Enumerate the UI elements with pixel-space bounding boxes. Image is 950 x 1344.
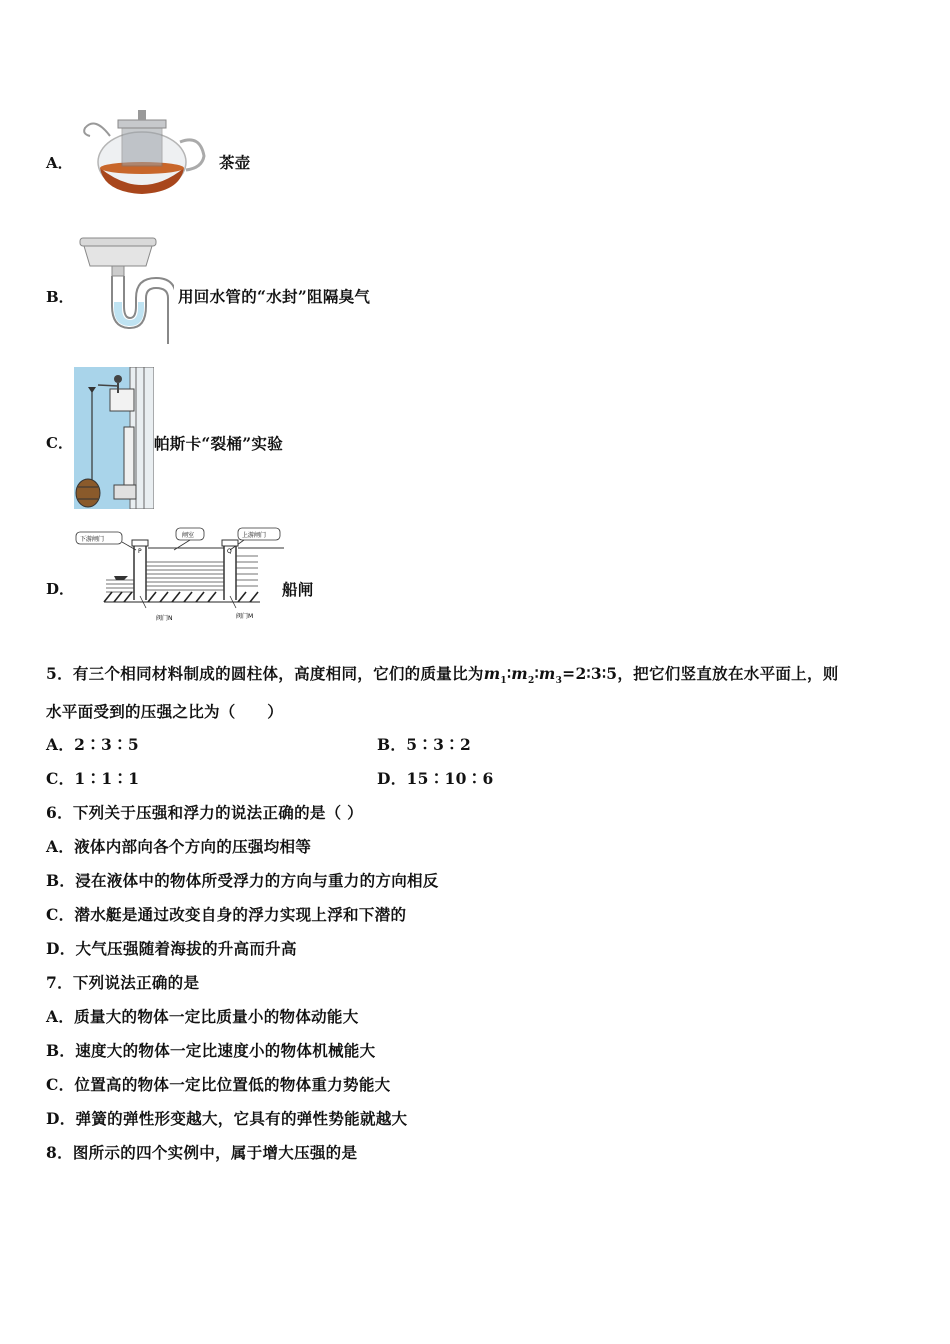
q7-option-a: A．质量大的物体一定比质量小的物体动能大: [46, 1007, 359, 1026]
valve-m-label: 阀门M: [236, 613, 254, 620]
q5-option-c: C．1∶1∶1: [46, 769, 140, 788]
q5-m2-sub: 2: [528, 676, 535, 687]
p-label: P: [138, 548, 142, 555]
valve-n-label: 阀门N: [156, 615, 173, 622]
sink-trap-image: [78, 234, 174, 346]
pascal-barrel-image: [74, 367, 154, 509]
q5-m3-sub: 3: [555, 676, 563, 687]
q-label: Q: [227, 548, 232, 555]
q7-option-b: B．速度大的物体一定比速度小的物体机械能大: [46, 1041, 376, 1060]
q5-m1-sub: 1: [500, 676, 507, 687]
q5-sep1: ∶: [506, 664, 512, 683]
q6-option-a: A．液体内部向各个方向的压强均相等: [46, 837, 312, 856]
teapot-image: [80, 106, 210, 198]
option-c-letter: C．: [46, 434, 73, 452]
option-b-caption: 用回水管的“水封”阻隔臭气: [178, 287, 371, 306]
q5-m1: m: [483, 664, 501, 683]
q5-option-a: A．2∶3∶5: [46, 735, 139, 754]
option-b-letter: B．: [46, 288, 74, 306]
q5-stem-line1: [46, 662, 839, 686]
q6-option-c: C．潜水艇是通过改变自身的浮力实现上浮和下潜的: [46, 905, 407, 924]
q7-option-d: D．弹簧的弹性形变越大，它具有的弹性势能就越大: [46, 1109, 408, 1128]
ship-lock-image: [74, 526, 286, 624]
option-c-caption: 帕斯卡“裂桶”实验: [154, 434, 284, 453]
q5-option-b: B．5∶3∶2: [377, 735, 472, 754]
q5-m2: m: [511, 664, 528, 683]
down-gate-label: 下游闸门: [80, 536, 105, 543]
q6-option-b: B．浸在液体中的物体所受浮力的方向与重力的方向相反: [46, 871, 439, 890]
q5-stem-suffix: =2∶3∶5，把它们竖直放在水平面上，则: [562, 664, 839, 683]
q5-stem-line2: 水平面受到的压强之比为（ ）: [46, 702, 284, 721]
q8-stem: 8．图所示的四个实例中，属于增大压强的是: [46, 1143, 358, 1162]
q6-option-d: D．大气压强随着海拔的升高而升高: [46, 939, 297, 958]
option-d-letter: D．: [46, 580, 75, 598]
up-gate-label: 上游闸门: [242, 532, 267, 539]
chamber-label: 闸室: [182, 532, 195, 539]
q6-stem: 6．下列关于压强和浮力的说法正确的是（ ）: [46, 803, 363, 822]
option-a-letter: A．: [46, 154, 73, 172]
q7-stem: 7．下列说法正确的是: [46, 973, 200, 992]
q5-sep2: ∶: [534, 664, 539, 683]
q5-m3: m: [538, 664, 556, 683]
q7-option-c: C．位置高的物体一定比位置低的物体重力势能大: [46, 1075, 391, 1094]
option-d-caption: 船闸: [282, 580, 314, 599]
q5-option-d: D．15∶10∶6: [377, 769, 494, 788]
option-a-caption: 茶壶: [219, 153, 251, 172]
q5-stem-prefix: 5．有三个相同材料制成的圆柱体，高度相同，它们的质量比为: [46, 664, 484, 683]
